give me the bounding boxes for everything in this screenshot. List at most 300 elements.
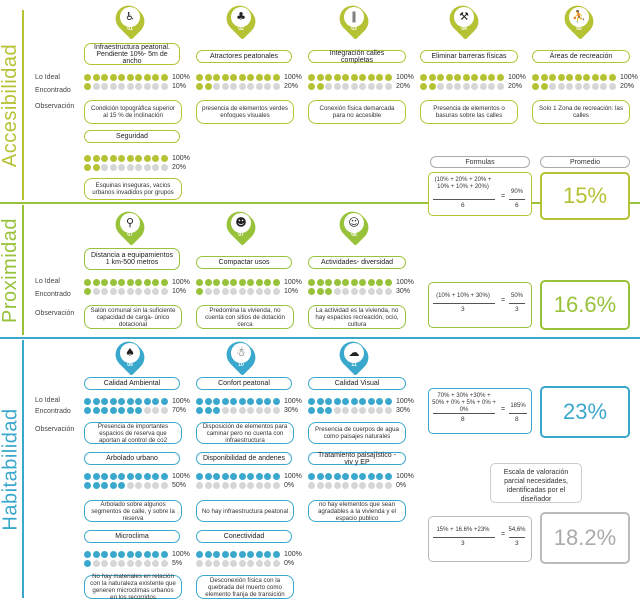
score-dot (273, 407, 280, 414)
score-row-found (84, 163, 190, 171)
observation-box: Presencia de cuerpos de agua como paisajes naturales (308, 422, 406, 444)
score-dot (359, 473, 366, 480)
score-row-ideal (308, 73, 414, 81)
score-dots (196, 397, 302, 414)
score-dot (205, 473, 212, 480)
score-dot (497, 74, 504, 81)
score-dot (118, 279, 125, 286)
score-dot (541, 83, 548, 90)
indicator-title-confort: Confort peatonal (196, 377, 292, 390)
score-dot (592, 74, 599, 81)
score-dot (144, 407, 151, 414)
score-dot (463, 83, 470, 90)
score-dot (101, 560, 108, 567)
score-dot (196, 288, 203, 295)
score-row-ideal (196, 550, 302, 558)
score-dot (600, 83, 607, 90)
score-dot (196, 551, 203, 558)
score-dot (308, 288, 315, 295)
score-dot (152, 74, 159, 81)
score-row-found (308, 481, 414, 489)
observation-box: Esquinas inseguras, vacios urbanos invadidos por grupos (84, 178, 182, 200)
score-dot (273, 279, 280, 286)
score-dot (273, 482, 280, 489)
score-dot (230, 551, 237, 558)
score-dot (359, 407, 366, 414)
score-dot (334, 473, 341, 480)
score-row-found (308, 82, 414, 90)
score-dot (101, 288, 108, 295)
score-dot (334, 74, 341, 81)
score-dot (264, 551, 271, 558)
score-dot (110, 482, 117, 489)
score-dot (161, 560, 168, 567)
score-row-ideal (84, 154, 190, 162)
score-dot (264, 83, 271, 90)
score-dot (230, 83, 237, 90)
score-percent: 100% (396, 278, 414, 286)
score-dot (230, 560, 237, 567)
score-percent: 10% (172, 82, 187, 90)
score-dot (101, 155, 108, 162)
score-dot (351, 482, 358, 489)
score-dot (196, 279, 203, 286)
score-dot (239, 288, 246, 295)
score-percent: 20% (172, 163, 187, 171)
average-habitabilidad: 23% (540, 386, 630, 438)
score-dot (196, 407, 203, 414)
average-proximidad: 16.6% (540, 280, 630, 330)
score-dot (101, 398, 108, 405)
score-dot (110, 155, 117, 162)
score-dot (264, 279, 271, 286)
score-dot (222, 482, 229, 489)
score-dot (222, 398, 229, 405)
score-dot (385, 279, 392, 286)
score-row-found (84, 481, 190, 489)
score-dot (385, 83, 392, 90)
indicator-title-calidad-visual: Calidad Visual (308, 377, 406, 390)
score-dot (264, 482, 271, 489)
score-dot (161, 74, 168, 81)
score-dot (84, 164, 91, 171)
score-dot (135, 398, 142, 405)
score-dot (127, 560, 134, 567)
score-dots (532, 73, 638, 90)
score-dot (368, 74, 375, 81)
score-dot (222, 551, 229, 558)
score-dot (264, 398, 271, 405)
score-dot (273, 398, 280, 405)
score-dot (368, 288, 375, 295)
score-dot (247, 551, 254, 558)
score-percent: 100% (396, 397, 414, 405)
score-dot (239, 74, 246, 81)
score-dot (222, 407, 229, 414)
score-dot (317, 482, 324, 489)
score-dot (480, 74, 487, 81)
score-percent: 10% (284, 287, 299, 295)
score-dot (334, 288, 341, 295)
score-dot (359, 83, 366, 90)
score-dot (471, 83, 478, 90)
score-dot (144, 164, 151, 171)
score-dot (135, 288, 142, 295)
indicator-title-andenes: Disponibilidad de andenes (196, 452, 292, 465)
score-dot (273, 74, 280, 81)
score-dot (376, 74, 383, 81)
score-dot (575, 83, 582, 90)
landscape-icon: ☁ (348, 346, 360, 359)
indicator-title-compactar: Compactar usos (196, 256, 292, 269)
score-dot (264, 288, 271, 295)
score-dot (118, 164, 125, 171)
score-dot (213, 407, 220, 414)
score-dots (84, 397, 190, 414)
score-row-found (308, 287, 414, 295)
score-dot (161, 407, 168, 414)
score-dot (127, 83, 134, 90)
score-dot (161, 279, 168, 286)
score-dots (84, 550, 190, 567)
score-dot (247, 279, 254, 286)
observation-box: La actividad es la vivienda, no hay espacios recreación, ocio, cultura (308, 305, 406, 329)
indicator-title-seguridad: Seguridad (84, 130, 180, 143)
score-dot (376, 407, 383, 414)
score-dot (118, 155, 125, 162)
score-dot (437, 74, 444, 81)
score-dot (93, 164, 100, 171)
score-percent: 100% (508, 73, 526, 81)
score-dot (264, 74, 271, 81)
score-dot (93, 482, 100, 489)
score-row-found (84, 406, 190, 414)
score-dot (101, 74, 108, 81)
score-percent: 100% (284, 73, 302, 81)
score-dot (317, 74, 324, 81)
score-dot (84, 473, 91, 480)
observation-box: Solo 1 Zona de recreación: las calles (532, 100, 630, 124)
score-dot (376, 398, 383, 405)
score-percent: 20% (396, 82, 411, 90)
score-dot (110, 279, 117, 286)
score-dot (609, 74, 616, 81)
score-dot (368, 83, 375, 90)
score-dot (101, 83, 108, 90)
score-dot (127, 473, 134, 480)
score-dot (84, 551, 91, 558)
score-dot (264, 473, 271, 480)
score-dot (351, 407, 358, 414)
score-dot (325, 473, 332, 480)
score-dot (566, 83, 573, 90)
score-dot (609, 83, 616, 90)
score-percent: 50% (172, 481, 187, 489)
score-dot (84, 155, 91, 162)
score-dot (429, 74, 436, 81)
score-dot (110, 288, 117, 295)
section-label-proximidad: Proximidad (0, 205, 24, 335)
score-dot (213, 83, 220, 90)
score-dot (152, 164, 159, 171)
score-dot (230, 288, 237, 295)
average-accesibilidad: 15% (540, 172, 630, 220)
score-dot (222, 288, 229, 295)
score-dot (566, 74, 573, 81)
score-dot (93, 473, 100, 480)
score-dot (334, 407, 341, 414)
score-dot (152, 279, 159, 286)
score-dot (317, 288, 324, 295)
score-dot (161, 288, 168, 295)
score-dot (101, 164, 108, 171)
score-row-ideal (84, 397, 190, 405)
score-dot (273, 473, 280, 480)
score-dot (118, 473, 125, 480)
score-dot (264, 407, 271, 414)
score-dot (84, 407, 91, 414)
score-dot (118, 551, 125, 558)
score-dot (161, 473, 168, 480)
score-dot (93, 551, 100, 558)
observation-box: Arbolado sobre algunos segmentos de calle, y sobre la reserva (84, 500, 182, 522)
score-dot (256, 398, 263, 405)
score-dot (376, 279, 383, 286)
indicator-title-infraestructura: Infraestructura peatonal. Pendiente 10%- 5m de ancho (84, 43, 180, 65)
score-percent: 100% (172, 154, 190, 162)
score-percent: 100% (284, 397, 302, 405)
score-dot (385, 482, 392, 489)
label-observacion: Observación (35, 310, 75, 317)
score-dot (213, 288, 220, 295)
score-dots (84, 472, 190, 489)
score-dot (144, 74, 151, 81)
label-observacion: Observación (35, 103, 75, 110)
score-dot (351, 74, 358, 81)
score-row-found (196, 481, 302, 489)
score-dot (127, 407, 134, 414)
label-lo-ideal: Lo Ideal (35, 74, 60, 81)
score-dot (135, 560, 142, 567)
score-dot (256, 288, 263, 295)
indicator-title-barreras: Eliminar barreras físicas (420, 50, 518, 63)
score-dot (196, 83, 203, 90)
score-percent: 100% (172, 73, 190, 81)
score-dot (342, 482, 349, 489)
score-dot (84, 83, 91, 90)
score-dot (127, 74, 134, 81)
score-dot (471, 74, 478, 81)
score-percent: 100% (396, 472, 414, 480)
score-dot (205, 74, 212, 81)
score-dot (152, 560, 159, 567)
score-percent: 70% (172, 406, 187, 414)
score-row-found (196, 287, 302, 295)
score-dot (247, 560, 254, 567)
indicator-title-tratamiento: Tratamiento paisajístico - viv y EP (308, 452, 406, 465)
score-dot (118, 407, 125, 414)
score-dot (247, 398, 254, 405)
observation-box: Conexión física demarcada para no accesible (308, 100, 406, 124)
score-dot (93, 288, 100, 295)
score-dot (135, 407, 142, 414)
score-dot (127, 288, 134, 295)
score-dot (247, 288, 254, 295)
score-dot (317, 83, 324, 90)
score-dot (325, 398, 332, 405)
score-row-found (84, 287, 190, 295)
score-dot (101, 551, 108, 558)
score-dots (196, 73, 302, 90)
score-dot (84, 288, 91, 295)
score-percent: 30% (284, 406, 299, 414)
score-dot (558, 83, 565, 90)
score-dots (196, 472, 302, 489)
score-dot (110, 407, 117, 414)
score-dot (308, 398, 315, 405)
score-percent: 100% (284, 278, 302, 286)
score-dot (368, 473, 375, 480)
score-row-ideal (84, 550, 190, 558)
score-dot (446, 74, 453, 81)
score-dot (376, 288, 383, 295)
formula-box-final: 15% + 16.6% +23% 3 = 54,6% 3 (428, 516, 532, 562)
score-dot (273, 551, 280, 558)
score-dot (205, 288, 212, 295)
score-dot (342, 407, 349, 414)
score-dot (256, 83, 263, 90)
score-dot (334, 279, 341, 286)
score-dot (101, 473, 108, 480)
score-dot (317, 279, 324, 286)
score-row-ideal (420, 73, 526, 81)
score-percent: 100% (284, 472, 302, 480)
score-dot (247, 407, 254, 414)
score-dot (558, 74, 565, 81)
observation-box: no hay elementos que sean agradables a la vivienda y el espacio publico (308, 500, 406, 522)
score-dot (359, 279, 366, 286)
score-dot (135, 164, 142, 171)
score-dot (205, 83, 212, 90)
section-divider-2 (0, 337, 640, 339)
score-dot (118, 288, 125, 295)
score-dot (368, 407, 375, 414)
score-row-ideal (196, 278, 302, 286)
score-dot (196, 482, 203, 489)
section-label-accesibilidad: Accesibilidad (0, 10, 24, 200)
score-row-ideal (84, 278, 190, 286)
score-dot (196, 74, 203, 81)
score-dot (463, 74, 470, 81)
score-dot (93, 407, 100, 414)
score-dot (342, 398, 349, 405)
score-dot (135, 551, 142, 558)
score-dot (118, 74, 125, 81)
score-dot (480, 83, 487, 90)
score-dot (222, 74, 229, 81)
score-percent: 20% (284, 82, 299, 90)
score-dot (84, 279, 91, 286)
indicator-title-arbolado: Arbolado urbano (84, 452, 180, 465)
observation-box: Condición topográfica superior al 15 % de inclinación (84, 100, 182, 124)
section-label-habitabilidad: Habitabilidad (0, 340, 24, 598)
label-observacion: Observación (35, 426, 75, 433)
score-dot (256, 279, 263, 286)
scale-note: Escala de valoración parcial necesidades, identificadas por el diseñador (490, 463, 582, 503)
score-dot (101, 279, 108, 286)
score-dot (325, 83, 332, 90)
score-dot (127, 551, 134, 558)
score-dot (247, 74, 254, 81)
score-percent: 100% (396, 73, 414, 81)
score-dot (118, 83, 125, 90)
score-dot (376, 482, 383, 489)
trees-icon: ♠ (125, 346, 135, 359)
score-dot (239, 279, 246, 286)
score-dot (239, 473, 246, 480)
score-dot (264, 560, 271, 567)
score-dot (161, 83, 168, 90)
score-dot (325, 482, 332, 489)
score-dot (230, 74, 237, 81)
score-dot (273, 560, 280, 567)
score-dot (152, 407, 159, 414)
score-percent: 100% (172, 278, 190, 286)
score-dot (93, 279, 100, 286)
score-percent: 0% (284, 559, 295, 567)
score-dot (135, 74, 142, 81)
activity-icon: ☺ (348, 216, 360, 229)
indicator-title-recreacion: Áreas de recreación (532, 50, 630, 63)
score-dot (110, 560, 117, 567)
score-row-found (84, 559, 190, 567)
observation-box: Salón comunal sin la suficiente capacidad de carga- único dotacional (84, 305, 182, 329)
score-dot (230, 407, 237, 414)
score-dot (454, 74, 461, 81)
score-dot (549, 83, 556, 90)
score-dot (541, 74, 548, 81)
score-dot (144, 279, 151, 286)
score-dot (161, 482, 168, 489)
score-dot (110, 74, 117, 81)
score-dot (93, 560, 100, 567)
score-dot (144, 398, 151, 405)
score-dots (308, 472, 414, 489)
score-dot (385, 74, 392, 81)
score-dot (84, 482, 91, 489)
label-encontrado: Encontrado (35, 408, 71, 415)
score-dot (110, 83, 117, 90)
wheelchair-icon: ♿ (125, 10, 135, 23)
score-dot (342, 83, 349, 90)
score-dot (144, 482, 151, 489)
score-dot (101, 407, 108, 414)
score-dot (127, 164, 134, 171)
score-dot (532, 74, 539, 81)
score-dots (84, 73, 190, 90)
formulas-header: Formulas (430, 156, 530, 168)
score-dot (351, 473, 358, 480)
score-dot (317, 407, 324, 414)
score-dot (110, 164, 117, 171)
score-dot (213, 473, 220, 480)
score-dot (110, 398, 117, 405)
score-percent: 10% (172, 287, 187, 295)
observation-box: Presencia de importantes espacios de reserva que aportan al control de co2 (84, 422, 182, 444)
score-dot (93, 74, 100, 81)
score-dot (351, 288, 358, 295)
score-dot (127, 398, 134, 405)
